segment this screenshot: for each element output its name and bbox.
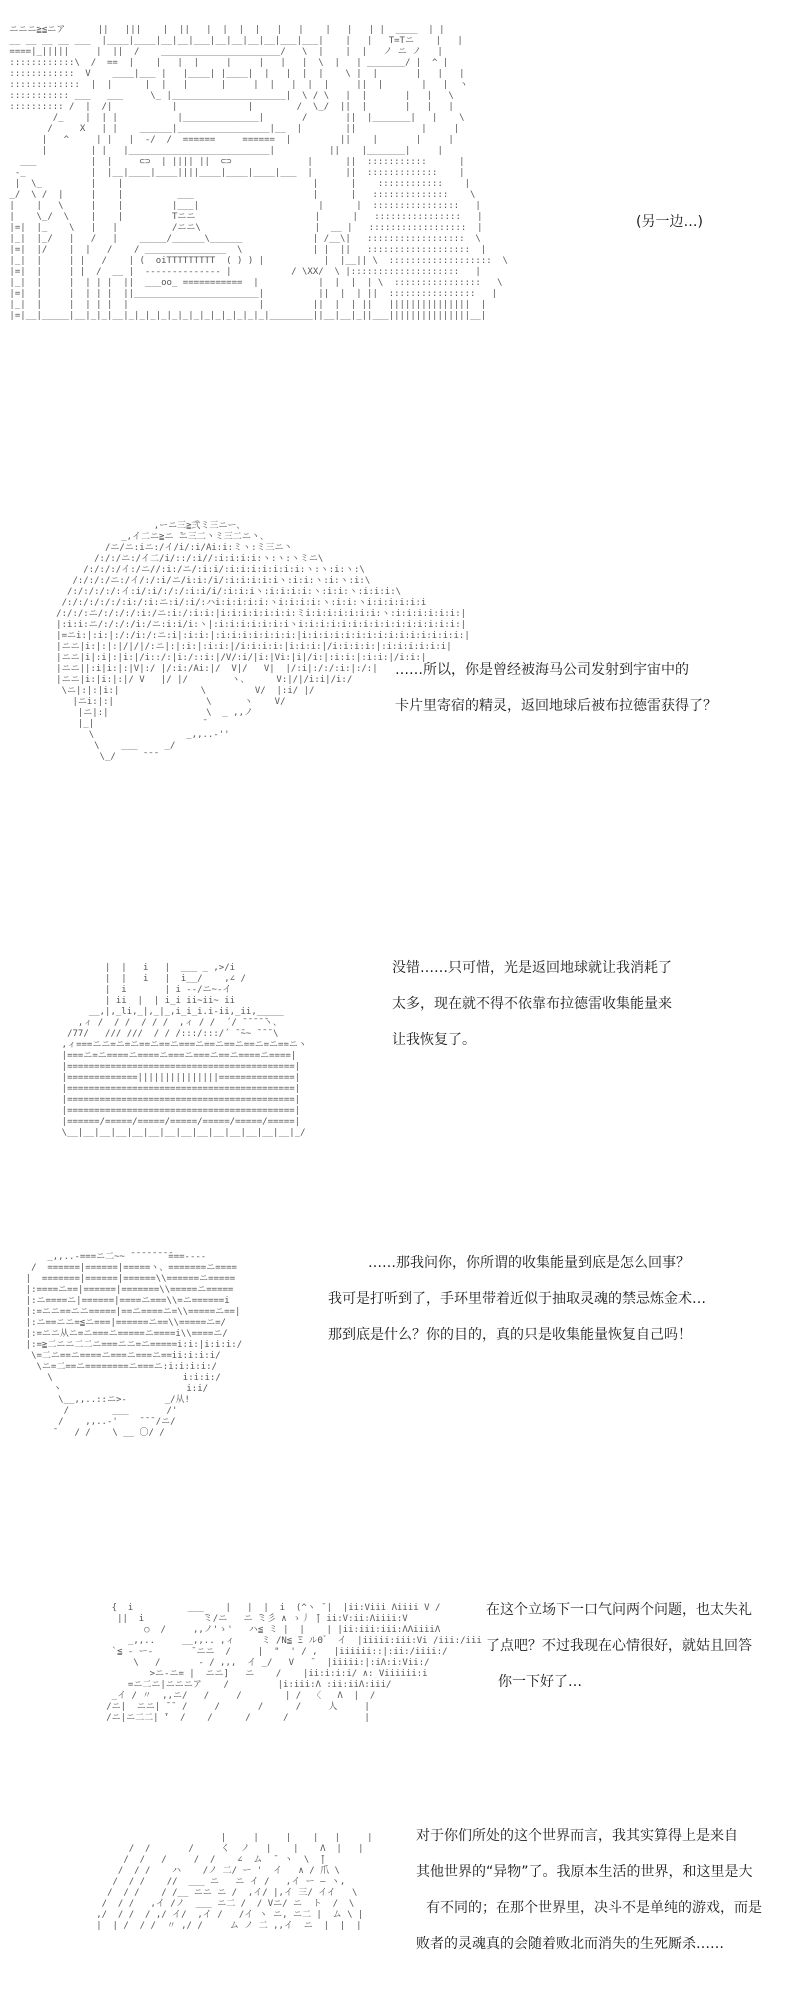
scene-character-1 — [0, 490, 800, 890]
dialogue-line: ……所以，你是曾经被海马公司发射到宇宙中的 — [395, 662, 689, 678]
scene-caption: (另一边…) — [636, 214, 703, 230]
dialogue-box — [395, 652, 717, 724]
hooded-figure-ascii-art: | | | | | | / / / く ノ | | Λ | | / / / / / ∠ ム ̄ ヽ \ ̄| / / / ハ /ノ 二/ ー ' イ ∧ / 爪 \ / / / // ___ ニ ニ イ / ,イ ー ― ヽ, / / / / /__ ニニ ニ / ,イ/ |,イ 三/ イイ \ / / / ,イ /ノ ___ ニ二 / / Vニ/ ニ ト / \ ,/ / / / ,/ イ/ ,イ / /イ ヽ ニ, ニ二 | ム \ | | | / / / 〃 ,/ / ム ノ 二 ,,イ ニ | | | — [96, 1833, 373, 1931]
dialogue-line: 我可是打听到了，手环里带着近似于抽取灵魂的禁忌炼金术… — [328, 1291, 706, 1307]
dialogue-line: 让我恢复了。 — [392, 1032, 476, 1048]
dialogue-line: 没错……只可惜，光是返回地球就让我消耗了 — [392, 960, 672, 976]
machinery-ascii-art: ニニニ≧≦ニア || ||| | || | | | | | | | | | | ____ | | __ __ __ __ ___ |____|____|__|__|___|__|__|__|__|___|___| | | T=Tニ | | ====|_||||| | || / ______________________/ \ | | | ノ ニ ノ | ::::::::::::\ / == | | | | | | | | \ | | _______/ | ^ | :::::::::::: V ____|___ | |____| |____| | | | | \ | | | | | ::::::::::::: | | | | | | | | | | | || | | | ヽ ::::::::::: ___ ___ \_ |_____________________| \ / \ | | | | \ :::::::::: / | /| | | / \_/ || | | | | /_ | | | |______________| / || |_______| | \ / X | | ______|_________________|__ | || | | | ^ | | | -/ / ====== ====== | || | | | | | | |__________________________| || |_______| | ___ | | ⊂⊃ | |||| || ⊂⊃ | || ::::::::::: | -_ | |__|____|____||||____|____|____|___ | || ::::::::::::: | | \_ | | | | :::::::::::: | _/ \ / | | | ___ | | :::::::::::::: \ | | \ | | |___| | | :::::::::::::::: | | \_/ \ | | Tニニ | | :::::::::::::::: | |=| |_ \ | | /ニニ\ | __ | :::::::::::::::::: | |_| |_/ | / | _____/______\______ | /__\| :::::::::::::::::: \ |=| |/ | | / / _______________ \ | | || ::::::::::::::::::: | |_| | | | / | ( oiTTTTTTTTT ( ) ) | | |__|| \ ::::::::::::::::::: \ |=| | | | / __ | -------------- | / \XX/ \ |:::::::::::::::::::: | |_| | | | | | || ___oo_ =========== | | | | | \ :::::::::::::::: \ |=| | | | | | ||_______________________| || | | || :::::::::::::::: | |_| | | | | | | | || | | || ||||||||||||||| | |=|__|_____|__|_|_|__|_|_|_|_|_|_|_|_|_|_|_|_|_|________||__|__|_||___|||||||||||||||__| — [9, 25, 508, 321]
character-body-ascii-art: | | i | ___ _ ,>/i | | i | i__/ ,∠ / | i | i --/ニ~-イ | ii | | i_i ii~ii~ ii __,|,_li,_|,_|_,i_i_i.i-ii,_ii,_____ ,ィ / / / / / / ,ィ / / ´/ ̄ ̄ ̄ ̄ ̄ヽ、 /77/ /// /// / / /:::/:::/´ ̄ ̄~~ ̄ ̄ ̄ \ ,ィ===ニニ=ニ=ニ==ニ==ニ===ニ==ニ==ニ==ニ=ニ==ニヽ |===ニ=ニ====ニ====ニ===ニ===ニ==ニ====ニ====| |==========================================| |=============|||||||||||||||==============| |==========================================| |==========================================| |==========================================| |======/=====/=====/=====/=====/=====/=====| \__|__|__|__|__|__|__|__|__|__|__|__|__|__|_/ — [61, 963, 307, 1138]
dialogue-line: 在这个立场下一口气问两个问题，也太失礼 — [486, 1602, 752, 1618]
dialogue-line: 败者的灵魂真的会随着败北而消失的生死厮杀…… — [416, 1936, 724, 1952]
scene-character-2 — [0, 940, 800, 1220]
scene-machinery-room — [0, 0, 800, 490]
dialogue-line: 对于你们所处的这个世界而言，我其实算得上是来自 — [416, 1828, 738, 1844]
scene-two-characters — [0, 1588, 800, 1798]
dialogue-line: 卡片里寄宿的精灵，返回地球后被布拉德雷获得了？ — [395, 698, 717, 714]
dialogue-box — [328, 1245, 706, 1353]
character-face-ascii-art: ,ーニ三≧弐ミ三ニー、 _,イ二ニ≧ニ ̄ニ三二丶ミ三二ニ丶、 /ニ/ニ:iニ:/イ/i/:i/Ai:i:ミヽ:ミ三ニ丶 /:/:/ニ:/イ二/i/::/:i//:i:i:i:i:ヽ:ヽ:ヽミニ\ /:/:/:/イ:/ニ//:i:/ニ/:i:i/:i:i:i:i:i:i:i:ヽ:ヽ:i:ヽ:\ /:/:/:/ニ:/イ/:/:i/ニ/i:i:/i/:i:i:i:i:iヽ:i:i:ヽ:i:ヽ:i:\ /:/:/:/:/:イ:i/:i/:/:/:i:i/i/:i:i:iヽ:i:i:i:i:ヽ:i:i:ヽ:i:i:i:\ /:/:/:/:/:/:i:/:i:ニ:i/:i/:ハi:i:i:i:i:ヽi:i:i:i:ヽ:i:i:ヽi:i:i:i:i:i /:/:/:ニ/:/:/:/:i:/ニ:i:/:i:i:|i:i:i:i:i:i:i:ミi:i:i:i:i:i:i:ヽ:i:i:i:i:i:i:| |:i:i:ニ/:/:/:/i:/ニ:i:i/i:ヽ|:i:i:i:i:i:i:iヽi:i:i:i:i:i:i:i:i:i:i:i:i:i:i:| |=ニi:|:i:|:/:/i:/:ニ:i|:i:i:|:i:i:i:i:i:i:i:|i:i:i:i:i:i:i:i:i:i:i:i:i:i:i:| |ニニ|i:|:|:|/|/|/:ニ|:|:i:|:i:i:|/i:i:i:i:|i:i:i:|/i:i:i:i:|:i:i:i:i:i:i| |ニニ|i|:i|:|i:|/i::/:|i:/::i:|/V/:i/|i:|Vi:|i|/i:|:i:i:|:i:i:|/i:i:| |ニニ||:i|i:|:|V|:/ |/:i:/Ai:|/ V|/ V| |/:i|:/:/:i:|:/:| |ニニ|i:|i:|:|/ V |/ |/ ヽ、 V:|/|/i:i|/i:/ \ニ|:|:|i:| \ V/ |:i/ |/ |ニi:|:| \ ヽ V/ |ニ|:| \ _ ,,ノ |_| ̄ \ _,,..-'' \ ___ _/ \_/ ̄ ̄ ̄ — [56, 521, 470, 762]
scene-hooded-figure — [0, 1818, 800, 2000]
dialogue-line: 那到底是什么？你的目的，真的只是收集能量恢复自己吗！ — [328, 1327, 692, 1343]
dialogue-line: 有不同的；在那个世界里，决斗不是单纯的游戏，而是 — [426, 1900, 762, 1916]
dialogue-line: 太多，现在就不得不依靠布拉德雷收集能量来 — [392, 996, 672, 1012]
two-characters-ascii-art: { i ___ | | | i (^ヽ ̄ | |ii:Viii Λiiii V / || i ̄ミ/ニ ニ ̄ミ彡 ∧ ゝ丿 ̄| ii:V:ii:Λiiii:V ○ / ,,ノ'ゝ' ハ≦ ミ | | | |ii:iii:iii:ΛΛiiiiΛ _,,.. __,,.. ,ィ ミ /Ν≦ Ξ ルΘ゛ イ |iiiii:iii:Vi /iii:/iii `≦ ‐ ー- ̄ ニニ / | " ' / , |iiiiii::|:ii:/iiii:/ \ / ‐ / ,,, イ _/ V ̄ |iiiii:|:iΛ:i:Vii:/ >ニ-ニ= | ニニ] ニ / |ii:i:i:i/ ∧: Viiiiii:i =ニ二ニ|ニニニア / |i:iii:Λ :ii:iiΛ:iii/ _イ / 〃 ,,ニ/ / / | / 〈 Λ | / /ニ| ニニ| ̄ ̄ / / / / 人 | /ニ|ニ二二| ̄' / / / / | — [106, 1603, 482, 1723]
character-cap-ascii-art: _,,..-===ニ二~~ ̄ ̄ ̄ ̄ ̄ ̄ ̄ ̄===---- / ======|======|=====ヽ、=======ニ==== | =======|======|======\\======ニ===== |:====ニ==|======|=======\\=====ニ===== |:ニ====ニ|======|====ニ===\\=ニ======i |:=ニニ==ニニ=====|==ニ====ニ=\\=====ニ==| |:ニ==ニニ=≦ニ===|======ニ==\\=====ニ=/ |:=ニニ从ニ=ニ===ニ=====ニ====i\\====ニ/ |:=≧二ニニ二二ニ===ニニ=ニ=====i:i:|i:i:i:/ \=二ニ==ニ====ニ===ニ===ニ==ii:i:i:i/ \ニ=二==ニ========ニ===ニ:i:i:i:i:/ \ i:i:i:/ ヽ i:i/ \__,,..::ニ>- _/从! / ___ /' / ,,..-' ̄ ̄ ̄ /ニ/ ̄ / / \ __ 〇/ / — [25, 1252, 243, 1438]
dialogue-line: ……那我问你，你所谓的收集能量到底是怎么回事？ — [368, 1255, 690, 1271]
dialogue-line: 你一下好了… — [498, 1674, 582, 1690]
dialogue-box — [392, 950, 672, 1058]
dialogue-line: 其他世界的“异物”了。我原本生活的世界，和这里是大 — [416, 1864, 753, 1880]
dialogue-line: 了点吧？不过我现在心情很好，就姑且回答 — [486, 1638, 752, 1654]
dialogue-box — [486, 1592, 752, 1700]
scene-character-3 — [0, 1235, 800, 1575]
dialogue-box — [416, 1818, 762, 1962]
